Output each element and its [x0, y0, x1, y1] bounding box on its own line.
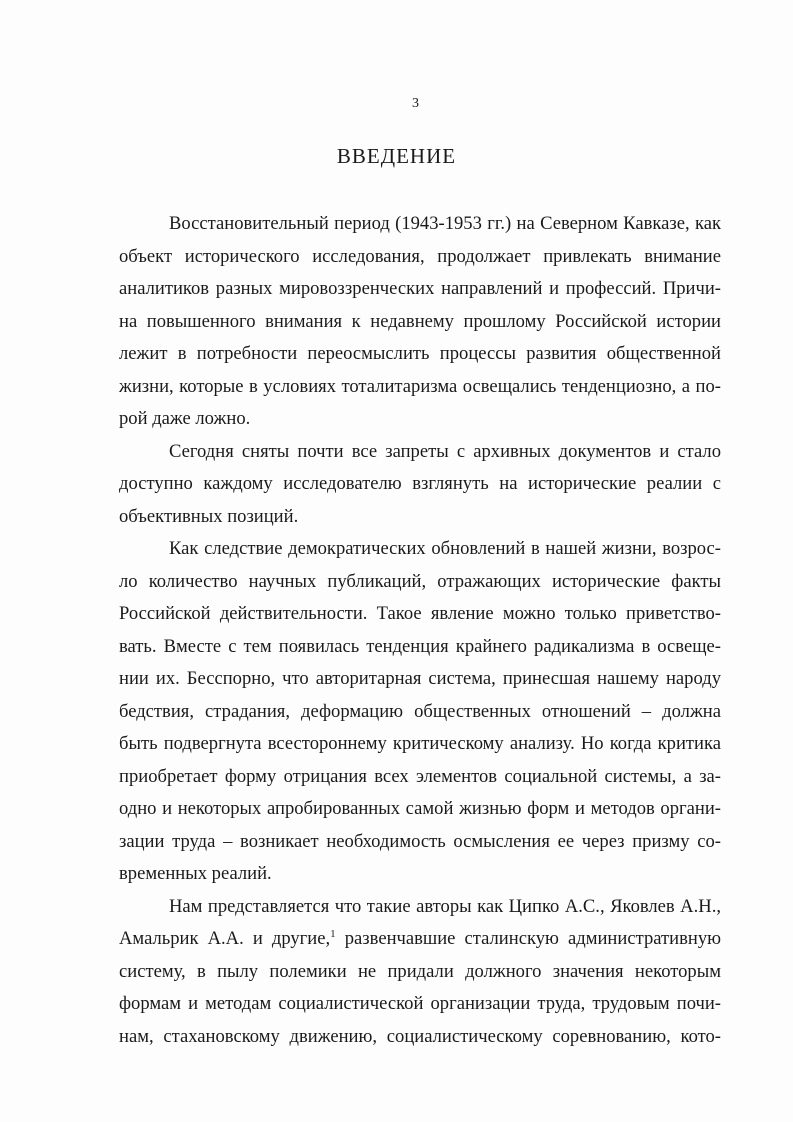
text-line: объект исторического исследования, продолжает привлекать внимание	[119, 245, 721, 267]
page-heading: ВВЕДЕНИЕ	[336, 144, 457, 168]
text-line: лежит в потребности переосмыслить процессы развития общественной	[119, 343, 721, 364]
text-line: бедствия, страдания, деформацию общественных отношений – должна	[119, 700, 721, 722]
paragraph-1	[119, 208, 721, 436]
body-text	[119, 208, 721, 1053]
text-line: Как следствие демократических обновлений в нашей жизни, возрос-	[169, 538, 721, 559]
text-line: Нам представляется что такие авторы как Ципко А.С., Яковлев А.Н.,	[169, 895, 721, 917]
text-line: формам и методам социалистической организации труда, трудовым почи-	[119, 993, 721, 1014]
text-line: Российской действительности. Такое явление можно только приветство-	[119, 603, 721, 624]
text-line: зации труда – возникает необходимость осмысления ее через призму со-	[119, 830, 721, 852]
text-line-with-footnote	[119, 923, 721, 956]
text-line: Сегодня сняты почти все запреты с архивных документов и стало	[169, 440, 721, 462]
paragraph-2	[119, 436, 721, 534]
text-line: рой даже ложно.	[119, 408, 251, 429]
text-line: нам, стахановскому движению, социалистическому соревнованию, кото-	[119, 1025, 721, 1047]
text-line: на повышенного внимания к недавнему прошлому Российской истории	[119, 310, 721, 332]
text-line: аналитиков разных мировоззренческих направлений и профессий. Причи-	[119, 278, 721, 299]
paragraph-3	[119, 533, 721, 891]
text-line: доступно каждому исследователю взглянуть на исторические реалии с	[119, 473, 721, 494]
text-line: нии их. Бесспорно, что авторитарная система, принесшая нашему народу	[119, 668, 721, 689]
text-line: систему, в пылу полемики не придали должного значения некоторым	[119, 960, 721, 982]
text-line: объективных позиций.	[119, 505, 299, 527]
text-line: вать. Вместе с тем появилась тенденция крайнего радикализма в освеще-	[119, 635, 721, 657]
text-line: жизни, которые в условиях тоталитаризма освещались тенденциозно, а по-	[119, 375, 721, 397]
text-line: быть подвергнута всестороннему критическому анализу. Но когда критика	[119, 733, 721, 754]
text-segment: Амальрик А.А. и другие,	[119, 928, 331, 949]
text-line: одно и некоторых апробированных самой жизнью форм и методов органи-	[119, 798, 721, 819]
text-line: Восстановительный период (1943-1953 гг.) на Северном Кавказе, как	[169, 213, 721, 234]
text-segment: развенчавшие сталинскую административную	[335, 928, 722, 949]
text-line: ло количество научных публикаций, отражающих исторические факты	[119, 570, 721, 592]
footnote-reference[interactable]: 1	[330, 927, 336, 940]
text-line: временных реалий.	[119, 863, 272, 884]
text-line: приобретает форму отрицания всех элементов социальной системы, а за-	[119, 765, 721, 787]
paragraph-4	[119, 891, 721, 1054]
page-number: 3	[412, 96, 419, 111]
